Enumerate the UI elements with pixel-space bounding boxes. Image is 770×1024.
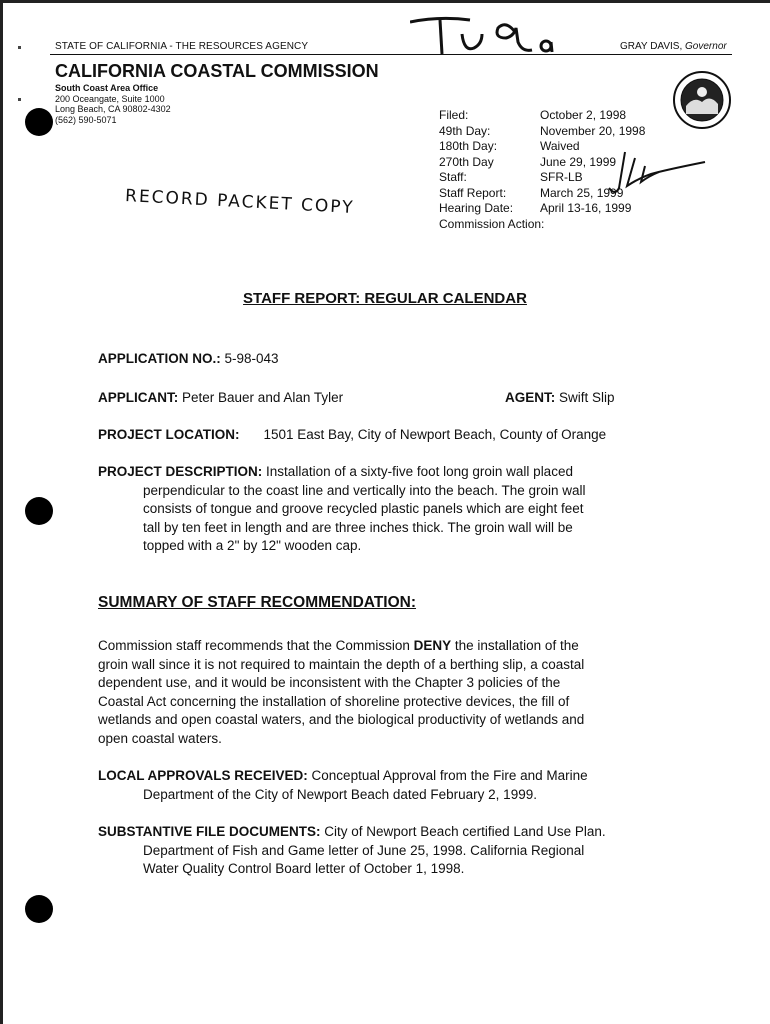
- applicant: [98, 389, 343, 408]
- governor-line: [620, 41, 727, 52]
- page-top-edge: [0, 0, 770, 3]
- local-text: Conceptual Approval from the Fire and Marine: [311, 768, 588, 783]
- summary-line: [98, 637, 683, 656]
- office-address: [55, 83, 171, 125]
- filing-value: November 20, 1998: [540, 123, 646, 138]
- summary-lead: Commission staff recommends that the Commission: [98, 638, 414, 653]
- summary-line: groin wall since it is not required to maintain the depth of a berthing slip, a coastal: [98, 656, 585, 672]
- substantive-line: [98, 823, 698, 842]
- filing-value: Waived: [540, 139, 580, 153]
- applicant-label: APPLICANT:: [98, 390, 179, 405]
- substantive-file-documents: [98, 823, 698, 879]
- governor-title: Governor: [685, 41, 727, 52]
- description-text: Installation of a sixty-five foot long groin wall placed: [266, 464, 573, 479]
- report-title: [0, 290, 770, 307]
- local-approvals: [98, 767, 688, 804]
- description-line: perpendicular to the coast line and vertically into the beach. The groin wall: [143, 482, 586, 498]
- filing-row: [439, 108, 645, 124]
- summary-heading: SUMMARY OF STAFF RECOMMENDATION:: [98, 594, 417, 611]
- filing-label: Staff:: [439, 170, 467, 184]
- filing-label: Filed:: [439, 108, 469, 122]
- agent: [505, 389, 615, 408]
- description-label: PROJECT DESCRIPTION:: [98, 464, 263, 479]
- state-seal-icon: [672, 70, 732, 130]
- governor-name: GRAY DAVIS,: [620, 41, 683, 52]
- filing-label: 49th Day:: [439, 123, 491, 138]
- summary-line: Coastal Act concerning the installation of shoreline protective devices, the fill of: [98, 693, 570, 709]
- filing-row: [439, 201, 645, 217]
- filing-row: [439, 124, 645, 140]
- local-line: [98, 767, 688, 786]
- local-label: LOCAL APPROVALS RECEIVED:: [98, 768, 308, 783]
- description-line: [98, 463, 678, 482]
- office-line: South Coast Area Office: [55, 83, 159, 93]
- record-packet-stamp: RECORD PACKET COPY: [124, 186, 356, 218]
- summary-line: dependent use, and it would be inconsistent with the Chapter 3 policies of the: [98, 675, 561, 690]
- agent-value: Swift Slip: [559, 390, 615, 405]
- scan-speck: [18, 98, 21, 101]
- summary-line: wetlands and open coastal waters, and the biological productivity of wetlands and: [98, 712, 585, 727]
- summary-line: open coastal waters.: [98, 730, 222, 746]
- header-rule: [50, 54, 732, 55]
- substantive-text: City of Newport Beach certified Land Use Plan.: [324, 824, 606, 839]
- commission-name: CALIFORNIA COASTAL COMMISSION: [55, 61, 379, 81]
- description-line: tall by ten feet in length and are three inches thick. The groin wall will be: [143, 519, 573, 535]
- local-line: Department of the City of Newport Beach dated February 2, 1999.: [143, 786, 537, 802]
- punch-hole: [25, 497, 53, 525]
- application-label: APPLICATION NO.:: [98, 351, 221, 366]
- filing-row: [439, 217, 645, 233]
- office-line: Long Beach, CA 90802-4302: [55, 104, 171, 114]
- application-value: 5-98-043: [224, 351, 279, 366]
- filing-value: March 25, 1999: [540, 185, 624, 200]
- summary-paragraph: [98, 637, 683, 748]
- project-location: [98, 426, 606, 445]
- report-title-text: STAFF REPORT: REGULAR CALENDAR: [243, 290, 527, 307]
- filing-label: Staff Report:: [439, 185, 507, 200]
- agency-line: STATE OF CALIFORNIA - THE RESOURCES AGENCY: [55, 41, 309, 52]
- filing-label: Hearing Date:: [439, 201, 514, 215]
- summary-emphasis: DENY: [413, 638, 452, 653]
- location-label: PROJECT LOCATION:: [98, 427, 240, 442]
- location-value: 1501 East Bay, City of Newport Beach, County of Orange: [263, 427, 607, 442]
- scan-speck: [18, 46, 21, 49]
- punch-hole: [25, 895, 53, 923]
- summary-tail: the installation of the: [451, 638, 579, 653]
- office-line: (562) 590-5071: [55, 114, 117, 125]
- substantive-line: Department of Fish and Game letter of June 25, 1998. California Regional: [143, 842, 585, 858]
- page-left-edge: [0, 0, 3, 1024]
- substantive-line: Water Quality Control Board letter of October 1, 1998.: [143, 861, 465, 876]
- staff-initials-signature: [605, 148, 710, 198]
- description-line: consists of tongue and groove recycled plastic panels which are eight feet: [143, 501, 584, 516]
- description-line: topped with a 2" by 12" wooden cap.: [143, 538, 362, 553]
- application-number: [98, 350, 279, 369]
- filing-value: SFR-LB: [540, 170, 583, 184]
- punch-hole: [25, 108, 53, 136]
- filing-value: October 2, 1998: [540, 108, 627, 122]
- project-description: [98, 463, 678, 556]
- filing-label: 270th Day: [439, 154, 494, 169]
- handwritten-agenda-mark: [410, 12, 580, 57]
- filing-value: June 29, 1999: [540, 154, 617, 169]
- applicant-value: Peter Bauer and Alan Tyler: [182, 390, 344, 405]
- filing-label: Commission Action:: [439, 216, 545, 231]
- filing-value: April 13-16, 1999: [540, 201, 632, 215]
- agent-label: AGENT:: [505, 390, 556, 405]
- substantive-label: SUBSTANTIVE FILE DOCUMENTS:: [98, 824, 321, 839]
- office-line: 200 Oceangate, Suite 1000: [55, 93, 165, 104]
- filing-label: 180th Day:: [439, 139, 498, 153]
